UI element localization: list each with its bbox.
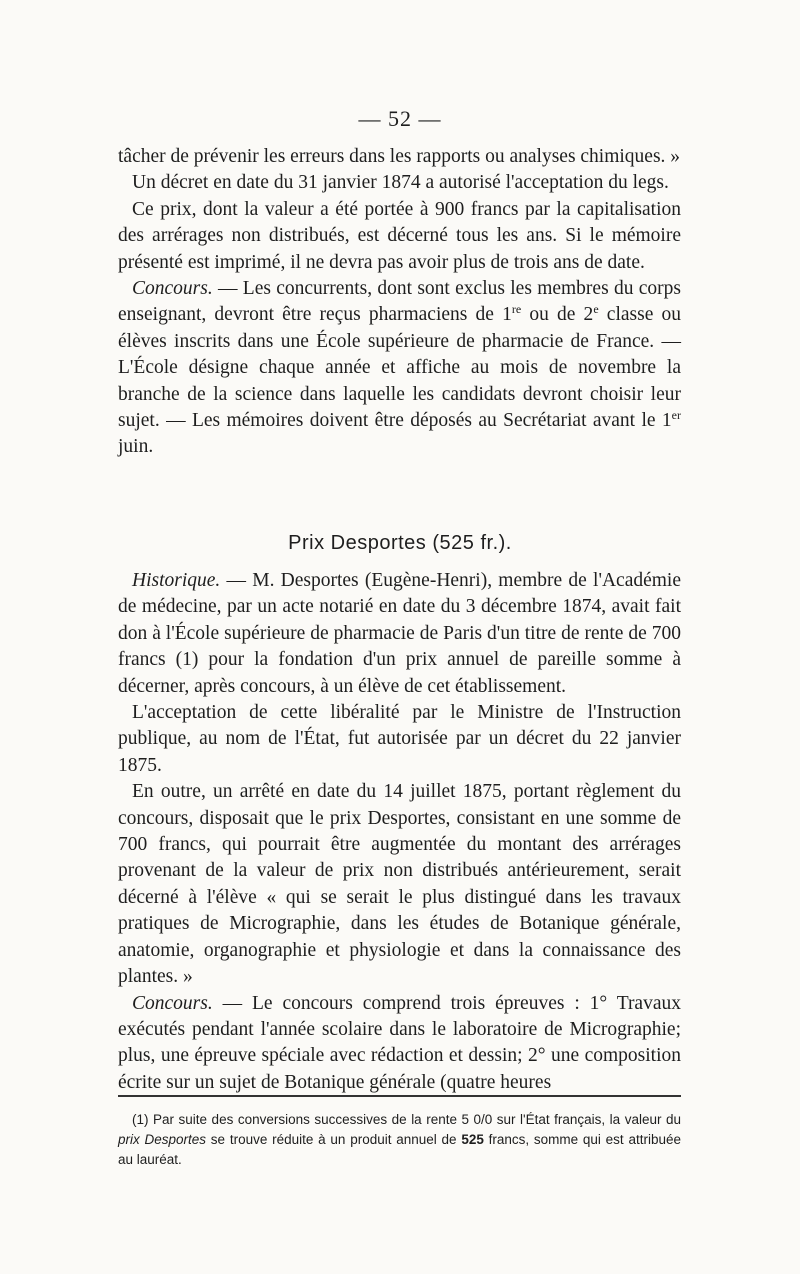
concours-label: Concours.: [132, 278, 213, 300]
text-span: francs, somme qui est attribuée au lauréat.: [118, 1132, 681, 1167]
text-span: juin.: [118, 436, 154, 458]
footnote-divider: [118, 1095, 681, 1097]
section-title: Prix Desportes (525 fr.).: [288, 532, 512, 554]
text-span: se trouve réduite à un produit annuel de: [206, 1132, 462, 1147]
text-block-desportes: [118, 568, 681, 1096]
historique-label: Historique.: [132, 570, 221, 591]
paragraph: En outre, un arrêté en date du 14 juillet 1875, portant règlement du concours, disposait que le prix Desportes, consistant en une somme de 700 francs, qui pourrait être augmentée du montant des arrérages provenant de la valeur de prix non distribués antérieurement, serait décerné à l'élève « qui se serait le plus distingué dans les travaux pratiques de Micrographie, dans les études de Botanique générale, anatomie, organographie et physiologie et dans la connaissance des plantes. »: [118, 781, 681, 988]
superscript: re: [511, 302, 522, 317]
footnote-bold: 525: [461, 1132, 484, 1147]
footnote: [118, 1110, 681, 1170]
footnote-text: [118, 1110, 681, 1170]
superscript: e: [593, 302, 599, 317]
page-number: — 52 —: [358, 106, 442, 131]
text-span: — Le concours comprend trois épreuves : 1° Travaux exécutés pendant l'année scolaire dans le laboratoire de Micrographie; plus, une épreuve spéciale avec rédaction et dessin; 2° une composition écrite sur un sujet de Botanique générale (quatre heures: [118, 992, 681, 1093]
paragraph: Un décret en date du 31 janvier 1874 a autorisé l'acceptation du legs.: [132, 172, 669, 194]
text-block-top: [118, 144, 681, 461]
concours-label: Concours.: [132, 992, 213, 1014]
text-span: — M. Desportes (Eugène-Henri), membre de l'Académie de médecine, par un acte notarié en date du 3 décembre 1874, avait fait don à l'École supérieure de pharmacie de Paris d'un titre de rente de 700 francs (1) pour la fondation d'un prix annuel de pareille somme à décerner, après concours, à un élève de cet établissement.: [118, 570, 681, 697]
paragraph: L'acceptation de cette libéralité par le Ministre de l'Instruction publique, au nom de l'État, fut autorisée par un décret du 22 janvier 1875.: [118, 702, 681, 776]
paragraph-concours: [118, 276, 681, 461]
text-span: classe ou élèves inscrits dans une École supérieure de pharmacie de France. — L'École désigne chaque année et affiche au mois de novembre la branche de la science dans laquelle les candidats devront choisir leur sujet. — Les mémoires doivent être déposés au Secrétariat avant le 1: [118, 304, 682, 432]
paragraph: Ce prix, dont la valeur a été portée à 900 francs par la capitalisation des arrérages non distribués, est décerné tous les ans. Si le mémoire présenté est imprimé, il ne devra pas avoir plus de trois ans de date.: [118, 198, 681, 273]
paragraph-concours: [118, 991, 681, 1097]
paragraph-historique: [118, 568, 681, 700]
text-span: (1) Par suite des conversions successives de la rente 5 0/0 sur l'État français, la valeur du: [132, 1112, 681, 1127]
footnote-italic: prix Desportes: [118, 1132, 207, 1147]
text-span: — Les concurrents, dont sont exclus les membres du corps enseignant, devront être reçus pharmaciens de 1: [118, 278, 681, 326]
text-span: ou de 2: [521, 304, 594, 326]
superscript: er: [671, 408, 681, 423]
paragraph: tâcher de prévenir les erreurs dans les rapports ou analyses chimiques. »: [118, 146, 681, 167]
